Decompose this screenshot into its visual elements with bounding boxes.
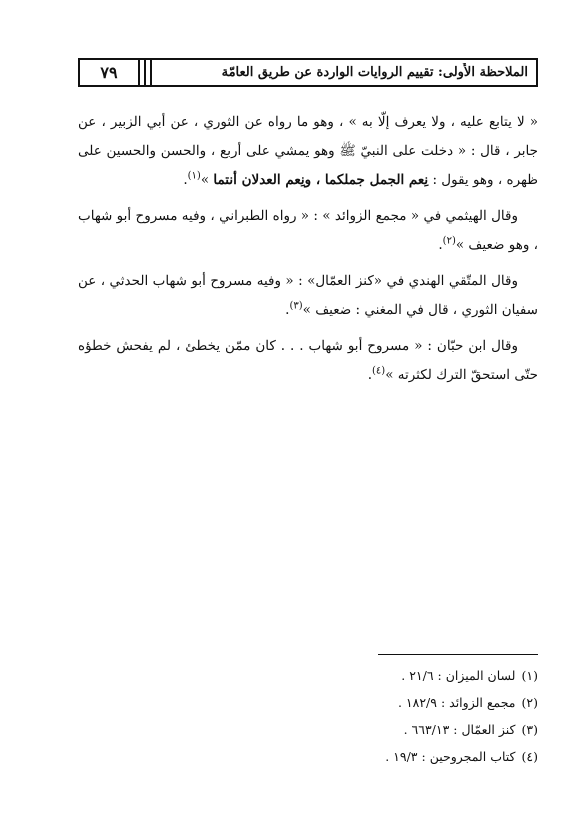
paragraph-1: « لا يتابع عليه ، ولا يعرف إلّا به » ، وهو ما رواه عن الثوري ، عن أبي الزبير ، عن جابر ، قال : « دخلت على النبيّ ﷺ وهو يمشي على أربع ، والحسن والحسين على ظهره ، وهو يقول : نِعم الجمل جملكما ، ونِعم العدلان أنتما »$^{(١)}$. [78, 114, 539, 188]
paragraph-1-line-3: على ظهره ، وهو يقول : [78, 143, 538, 188]
running-title: الملاحظة الأُولى: تقييم الروايات الواردة عن طريق العامّة [221, 65, 528, 80]
footnote-2 [200, 689, 538, 716]
footnote-1-mark: (١) [521, 668, 538, 683]
paragraph-4-text: وقال ابن حبّان : « مسروح أبو شهاب . . . كان ممّن يخطئ ، لم يفحش خطؤه حتّى استحقّ الترك لكثرته » [78, 338, 538, 383]
paragraph-1-line-2: عن جابر ، قال : « دخلت على النبيّ ﷺ وهو يمشي على أربع ، والحسن والحسين [78, 114, 538, 159]
paragraph-1-line-1: « لا يتابع عليه ، ولا يعرف إلّا به » ، وهو ما رواه عن الثوري ، عن أبي الزبير ، [101, 114, 539, 130]
page-header [78, 58, 538, 87]
footnotes [200, 662, 538, 770]
paragraph-4-end: . [367, 367, 372, 383]
footnote-3 [200, 716, 538, 743]
paragraph-2: وقال الهيثمي في « مجمع الزوائد » : « رواه الطبراني ، وفيه مسروح أبو شهاب ، وهو ضعيف »$^{(٢)}$. [78, 208, 538, 253]
footnote-4-text: كتاب المجروحين : ١٩/٣ . [385, 749, 516, 764]
footnote-ref-2[interactable]: (٢) [442, 235, 456, 247]
hadith-quote-bold: نِعم الجمل جملكما ، ونِعم العدلان أنتما [213, 172, 429, 188]
main-text [78, 108, 538, 397]
footnote-2-text: مجمع الزوائد : ١٨٢/٩ . [397, 695, 516, 710]
page-number: ٧٩ [100, 63, 118, 82]
paragraph-4 [78, 332, 538, 390]
paragraph-3-text: وقال المتّقي الهندي في «كنز العمّال» : « وفيه مسروح أبو شهاب الحدثي ، عن سفيان الثوري ، قال في المغني : ضعيف » [78, 273, 538, 318]
footnote-1-text: لسان الميزان : ٢١/٦ . [401, 668, 516, 683]
footnote-separator [378, 654, 538, 655]
footnote-1 [200, 662, 538, 689]
paragraph-2-text: وقال الهيثمي في « مجمع الزوائد » : « رواه الطبراني ، وفيه مسروح أبو شهاب ، وهو ضعيف » [78, 208, 538, 253]
footnote-ref-1[interactable]: (١) [187, 170, 201, 182]
footnote-2-mark: (٢) [521, 695, 538, 710]
header-divider [138, 58, 152, 87]
paragraph-1-tail: » [200, 172, 214, 188]
footnote-4-mark: (٤) [521, 749, 538, 764]
footnote-3-text: كنز العمّال : ٦٦٣/١٣ . [403, 722, 516, 737]
footnote-3-mark: (٣) [521, 722, 538, 737]
footnote-4 [200, 743, 538, 770]
footnote-ref-3[interactable]: (٣) [289, 300, 303, 312]
paragraph-3: وقال المتّقي الهندي في «كنز العمّال» : « وفيه مسروح أبو شهاب الحدثي ، عن سفيان الثوري ، قال في المغني : ضعيف »$^{(٣)}$. [78, 273, 538, 318]
footnote-ref-4[interactable]: (٤) [372, 365, 386, 377]
